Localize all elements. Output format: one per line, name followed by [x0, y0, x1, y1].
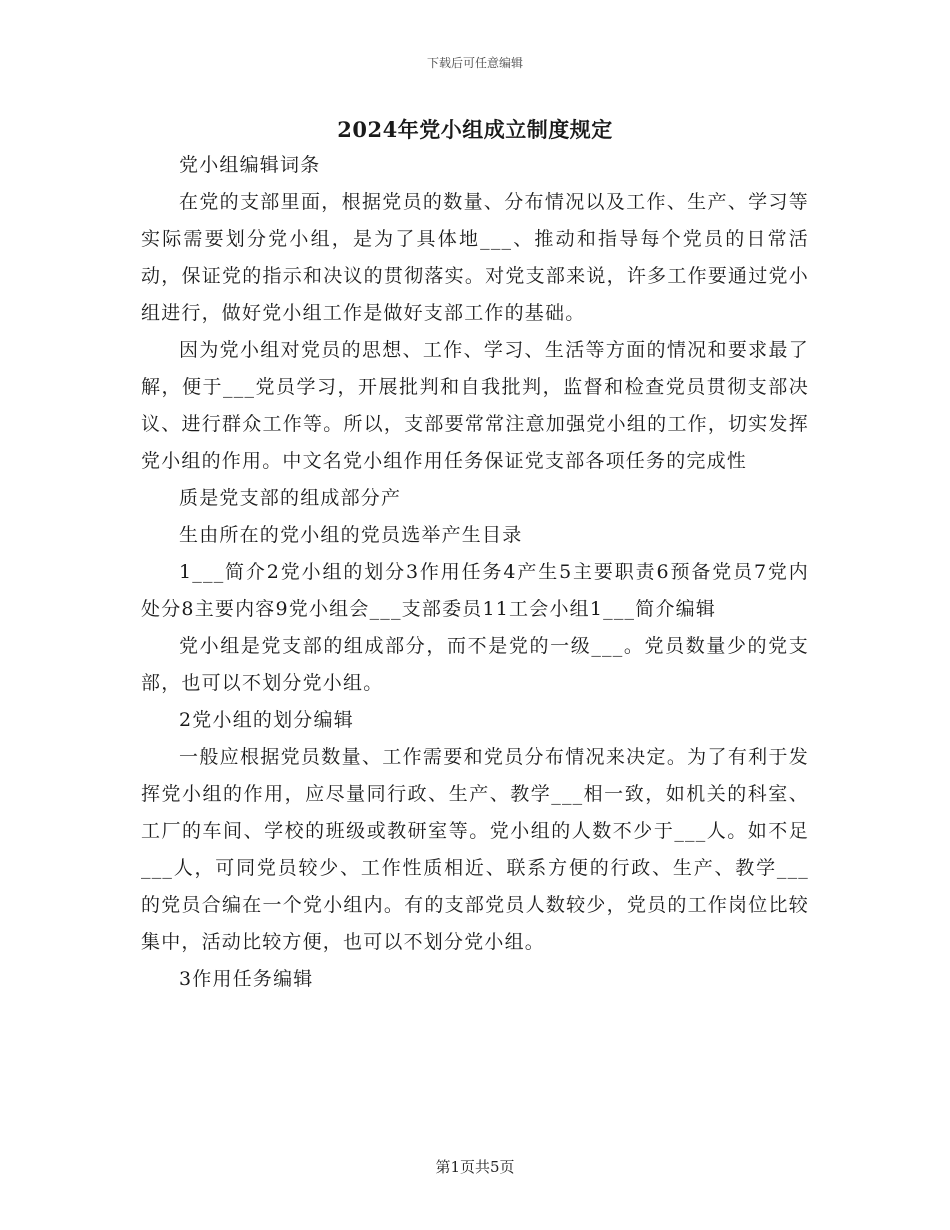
paragraph-division: 一般应根据党员数量、工作需要和党员分布情况来决定。为了有利于发挥党小组的作用，应尽量同行政、生产、教学___相一致，如机关的科室、工厂的车间、学校的班级或教研室等。党小组的人数不少于___人。如不足___人，可同党员较少、工作性质相近、联系方便的行政、生产、教学___的党员合编在一个党小组内。有的支部党员人数较少，党员的工作岗位比较集中，活动比较方便，也可以不划分党小组。	[141, 746, 809, 953]
paragraph-nature: 质是党支部的组成部分产	[179, 487, 402, 509]
paragraph-summary: 党小组是党支部的组成部分，而不是党的一级___。党员数量少的党支部，也可以不划分党小组。	[141, 635, 809, 694]
paragraph-entry-heading: 党小组编辑词条	[179, 154, 321, 176]
page-footer: 第1页共5页	[435, 1158, 515, 1176]
document-body	[141, 147, 809, 998]
section-heading-division: 2党小组的划分编辑	[179, 709, 354, 731]
section-heading-role: 3作用任务编辑	[179, 968, 314, 990]
paragraph-intro: 在党的支部里面，根据党员的数量、分布情况以及工作、生产、学习等实际需要划分党小组，是为了具体地___、推动和指导每个党员的日常活动，保证党的指示和决议的贯彻落实。对党支部来说，许多工作要通过党小组进行，做好党小组工作是做好支部工作的基础。	[141, 191, 809, 324]
paragraph-contents: 1___简介2党小组的划分3作用任务4产生5主要职责6预备党员7党内处分8主要内容9党小组会___支部委员11工会小组1___简介编辑	[141, 561, 809, 620]
header-note: 下载后可任意编辑	[426, 56, 523, 70]
paragraph-reason: 因为党小组对党员的思想、工作、学习、生活等方面的情况和要求最了解，便于___党员学习，开展批判和自我批判，监督和检查党员贯彻支部决议、进行群众工作等。所以，支部要常常注意加强党小组的工作，切实发挥党小组的作用。中文名党小组作用任务保证党支部各项任务的完成性	[141, 339, 809, 472]
document-title: 2024年党小组成立制度规定	[337, 117, 613, 142]
paragraph-election: 生由所在的党小组的党员选举产生目录	[179, 524, 523, 546]
